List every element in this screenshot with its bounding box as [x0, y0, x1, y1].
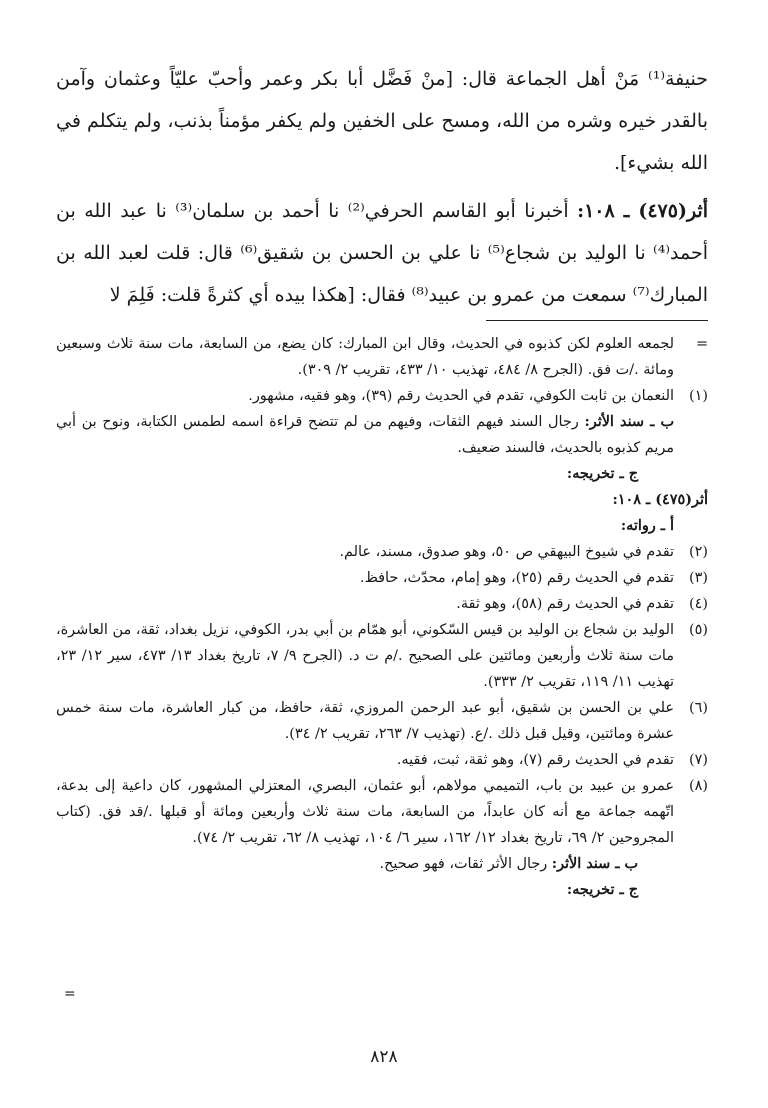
footnote-4: (٤) تقدم في الحديث رقم (٥٨)، وهو ثقة. — [456, 596, 708, 612]
footnote-2: (٢) تقدم في شيوخ البيهقي ص ٥٠، وهو صدوق، مسند، عالم. — [339, 544, 708, 560]
page-number: ٨٢٨ — [370, 1047, 398, 1067]
main-text — [56, 58, 708, 316]
ruwat-heading: أ ـ رواته: — [620, 517, 674, 534]
footnote-continuation: = لجمعه العلوم لكن كذبوه في الحديث، وقال ابن المبارك: كان يضع، من السابعة، مات سنة ثلاث وسبعين ومائة ./ت فق. (الجرح ٨/ ٤٨٤، تهذيب ١٠/ ٤٣٣، تقريب ٢/ ٣٠٩). — [56, 331, 708, 383]
sanad-1: ب ـ سند الأثر: رجال السند فيهم الثقات، وفيهم من لم تتضح قراءة اسمه لطمس الكتابة، ونوح بن أبي مريم كذبوه بالحديث، فالسند ضعيف. — [56, 413, 674, 456]
footnote-separator — [486, 320, 708, 321]
main-paragraph-1: حنيفة⁽¹⁾ مَنْ أهل الجماعة قال: [منْ فَضَّل أبا بكر وعمر وأحبّ عليّاً وعثمان وآمن بالقدر خيره وشره من الله، ومسح على الخفين ولم يكفر مؤمناً بذنب، ولم يتكلم في الله بشيء]. — [56, 68, 708, 174]
continuation-end-mark: = — [64, 986, 76, 1002]
footnote-5: (٥) الوليد بن شجاع بن الوليد بن قيس السّكوني، أبو همّام بن أبي بدر، الكوفي، نزيل بغداد، ثقة، من العاشرة، مات سنة ثلاث وأربعين ومائتين على الصحيح ./م ت د. (الجرح ٩/ ٧، تاريخ بغداد ١٣/ ٤٧٣، سير ١٢/ ٢٣، تهذيب ١١/ ١١٩، تقريب ٢/ ٣٣٣). — [56, 622, 708, 690]
footnote-7: (٧) تقدم في الحديث رقم (٧)، وهو ثقة، ثبت، فقيه. — [396, 752, 708, 768]
continuation-mark: = — [695, 336, 708, 352]
footnote-3: (٣) تقدم في الحديث رقم (٢٥)، وهو إمام، محدّث، حافظ. — [359, 570, 708, 586]
footnote-6: (٦) علي بن الحسن بن شقيق، أبو عبد الرحمن المروزي، ثقة، حافظ، من كبار العاشرة، مات سنة خمس عشرة ومائتين، وقيل قبل ذلك ./ع. (تهذيب ٧/ ٢٦٣، تقريب ٢/ ٣٤). — [56, 700, 708, 742]
page — [56, 58, 708, 1108]
sanad-2: ب ـ سند الأثر: رجال الأثر ثقات، فهو صحيح. — [379, 855, 638, 872]
footnote-8: (٨) عمرو بن عبيد بن باب، التميمي مولاهم، أبو عثمان، البصري، المعتزلي المشهور، كان داعية إلى بدعة، اتّهمه جماعة مع أنه كان عابداً، من السابعة، مات سنة ثلاث وأربعين ومائة أو قبلها ./قد فق. (كتاب المجروحين ٢/ ٦٩، تاريخ بغداد ١٢/ ١٦٢، سير ٦/ ١٠٤، تهذيب ٨/ ٦٢، تقريب ٢/ ٧٤). — [56, 778, 708, 846]
takhrij-1: ج ـ تخريجه: — [566, 465, 638, 482]
athar-heading: أثر(٤٧٥) ـ ١٠٨: — [577, 200, 708, 222]
footnote-1: (١) النعمان بن ثابت الكوفي، تقدم في الحديث رقم (٣٩)، وهو فقيه، مشهور. — [248, 388, 708, 404]
athar-subheading: أثر(٤٧٥) ـ ١٠٨: — [612, 491, 708, 508]
takhrij-2: ج ـ تخريجه: — [566, 881, 638, 898]
main-paragraph-2 — [56, 190, 708, 316]
footnotes — [56, 331, 708, 903]
athar-text: أخبرنا أبو القاسم الحرفي⁽²⁾ نا أحمد بن سلمان⁽³⁾ نا عبد الله بن أحمد⁽⁴⁾ نا الوليد بن شجاع⁽⁵⁾ نا علي بن الحسن بن شقيق⁽⁶⁾ قال: قلت لعبد الله بن المبارك⁽⁷⁾ سمعت من عمرو بن عبيد⁽⁸⁾ فقال: [هكذا بيده أي كثرةً قلت: فَلِمَ لا — [56, 200, 708, 306]
